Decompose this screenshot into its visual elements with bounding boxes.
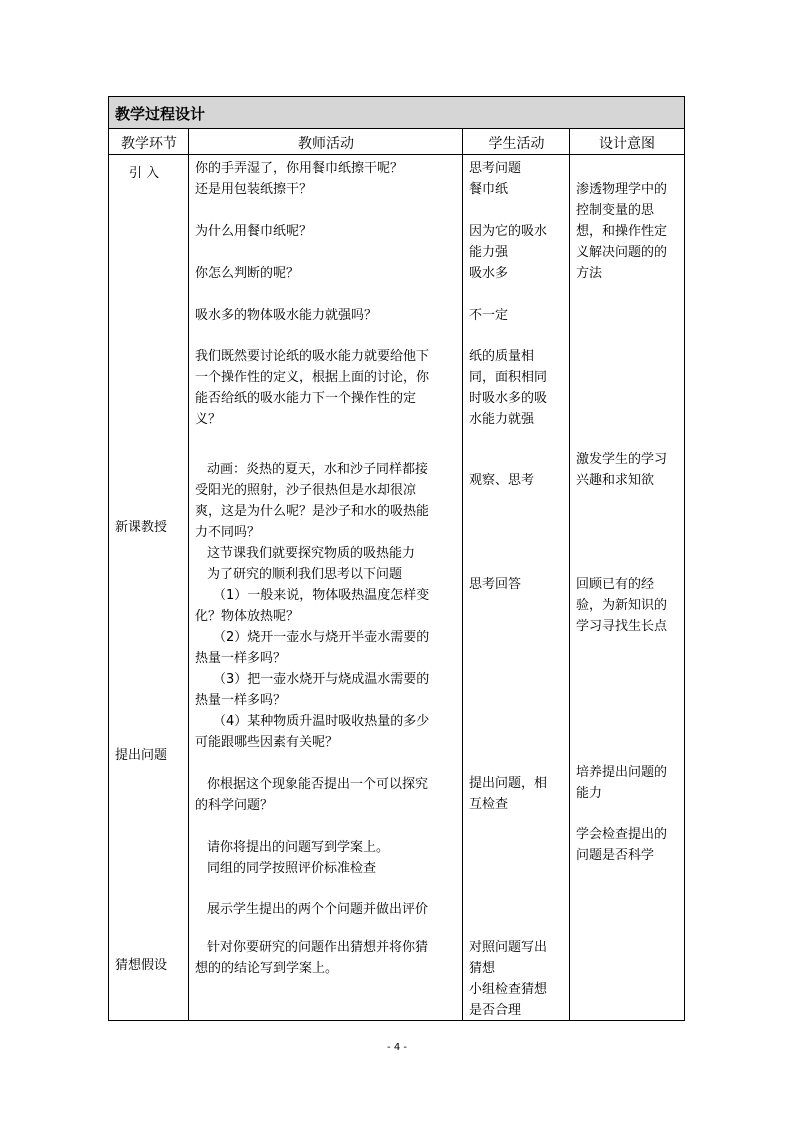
table-title: 教学过程设计 (115, 105, 206, 123)
intent-line: 义解决问题的的 (576, 245, 668, 260)
header-student: 学生活动 (488, 136, 545, 152)
student-line: 思考回答 (469, 577, 522, 592)
intent-line: 想，和操作性定 (576, 224, 668, 239)
student-line: 不一定 (469, 308, 509, 323)
header-teacher: 教师活动 (298, 136, 354, 152)
student-line: 纸的质量相 (469, 349, 535, 364)
student-line: 提出问题，相 (469, 776, 548, 791)
intent-line: 渗透物理学中的 (576, 182, 668, 197)
stage-hypothesis: 猜想假设 (115, 958, 168, 973)
teacher-line: 受阳光的照射，沙子很热但是水却很凉 (195, 483, 417, 498)
intent-line: 能力 (576, 786, 603, 801)
teacher-line: 这节课我们就要探究物质的吸热能力 (207, 546, 416, 561)
intent-line: 问题是否科学 (576, 848, 655, 863)
column-divider (188, 129, 189, 1020)
teacher-line: （2）烧开一壶水与烧开半壶水需要的 (213, 630, 430, 645)
stage-new-lesson: 新课教授 (115, 520, 168, 535)
student-line: 同，面积相同 (469, 370, 548, 385)
teacher-line: （4）某种物质升温时吸收热量的多少 (213, 714, 430, 729)
student-line: 时吸水多的吸 (469, 391, 548, 406)
teacher-line: 我们既然要讨论纸的吸水能力就要给他下 (195, 349, 430, 364)
stage-intro: 引 入 (129, 166, 160, 181)
student-line: 是否合理 (469, 1003, 522, 1018)
teacher-line: 针对你要研究的问题作出猜想并将你猜 (207, 940, 429, 955)
intent-line: 控制变量的思 (576, 203, 655, 218)
teacher-line: （3）把一壶水烧开与烧成温水需要的 (213, 672, 430, 687)
teacher-line: 为什么用餐巾纸呢？ (195, 224, 313, 239)
teacher-line: 动画：炎热的夏天，水和沙子同样都接 (207, 462, 429, 477)
teacher-line: 可能跟哪些因素有关呢？ (195, 735, 339, 750)
student-line: 吸水多 (469, 266, 509, 281)
teacher-line: 的科学问题？ (195, 798, 274, 813)
teacher-line: 爽，这是为什么呢？是沙子和水的吸热能 (195, 504, 430, 519)
student-line: 小组检查猜想 (469, 982, 548, 997)
teacher-line: 展示学生提出的两个个问题并做出评价 (207, 902, 429, 917)
student-line: 思考问题 (469, 161, 522, 176)
teacher-line: 一个操作性的定义，根据上面的讨论，你 (195, 370, 430, 385)
student-line: 能力强 (469, 245, 509, 260)
student-line: 观察、思考 (469, 473, 535, 488)
intent-line: 验，为新知识的 (576, 598, 668, 613)
table-title-bar (109, 97, 684, 129)
teacher-line: （1）一般来说，物体吸热温度怎样变 (213, 588, 430, 603)
stage-question: 提出问题 (115, 748, 168, 763)
teacher-line: 想的的结论写到学案上。 (195, 961, 339, 976)
teacher-line: 吸水多的物体吸水能力就强吗？ (195, 308, 378, 323)
intent-line: 培养提出问题的 (576, 765, 668, 780)
student-line: 餐巾纸 (469, 182, 509, 197)
teacher-line: 你的手弄湿了，你用餐巾纸擦干呢？ (195, 161, 404, 176)
teacher-line: 义？ (195, 412, 222, 427)
teacher-line: 化？物体放热呢？ (195, 609, 300, 624)
teacher-line: 你根据这个现象能否提出一个可以探究 (207, 777, 429, 792)
student-line: 对照问题写出 (469, 940, 548, 955)
intent-line: 激发学生的学习 (576, 452, 668, 467)
teacher-line: 热量一样多吗？ (195, 651, 287, 666)
teacher-line: 力不同吗？ (195, 525, 261, 540)
teacher-line: 热量一样多吗？ (195, 693, 287, 708)
student-line: 水能力就强 (469, 412, 535, 427)
teacher-line: 你怎么判断的呢？ (195, 266, 300, 281)
intent-line: 回顾已有的经 (576, 577, 655, 592)
student-line: 互检查 (469, 797, 509, 812)
page-number: - 4 - (387, 1042, 407, 1053)
lesson-process-table (108, 96, 685, 1021)
student-line: 猜想 (469, 961, 496, 976)
intent-line: 学会检查提出的 (576, 827, 668, 842)
intent-line: 兴趣和求知欲 (576, 473, 655, 488)
student-line: 因为它的吸水 (469, 224, 548, 239)
column-divider (569, 129, 570, 1020)
header-stage: 教学环节 (121, 136, 177, 152)
column-divider (462, 129, 463, 1020)
intent-line: 学习寻找生长点 (576, 619, 668, 634)
intent-line: 方法 (576, 266, 603, 281)
header-intent: 设计意图 (599, 136, 655, 152)
table-header-row (109, 129, 684, 155)
teacher-line: 能否给纸的吸水能力下一个操作性的定 (195, 391, 417, 406)
teacher-line: 同组的同学按照评价标准检查 (207, 861, 377, 876)
teacher-line: 还是用包装纸擦干？ (195, 182, 313, 197)
teacher-line: 为了研究的顺利我们思考以下问题 (207, 567, 403, 582)
teacher-line: 请你将提出的问题写到学案上。 (207, 840, 390, 855)
